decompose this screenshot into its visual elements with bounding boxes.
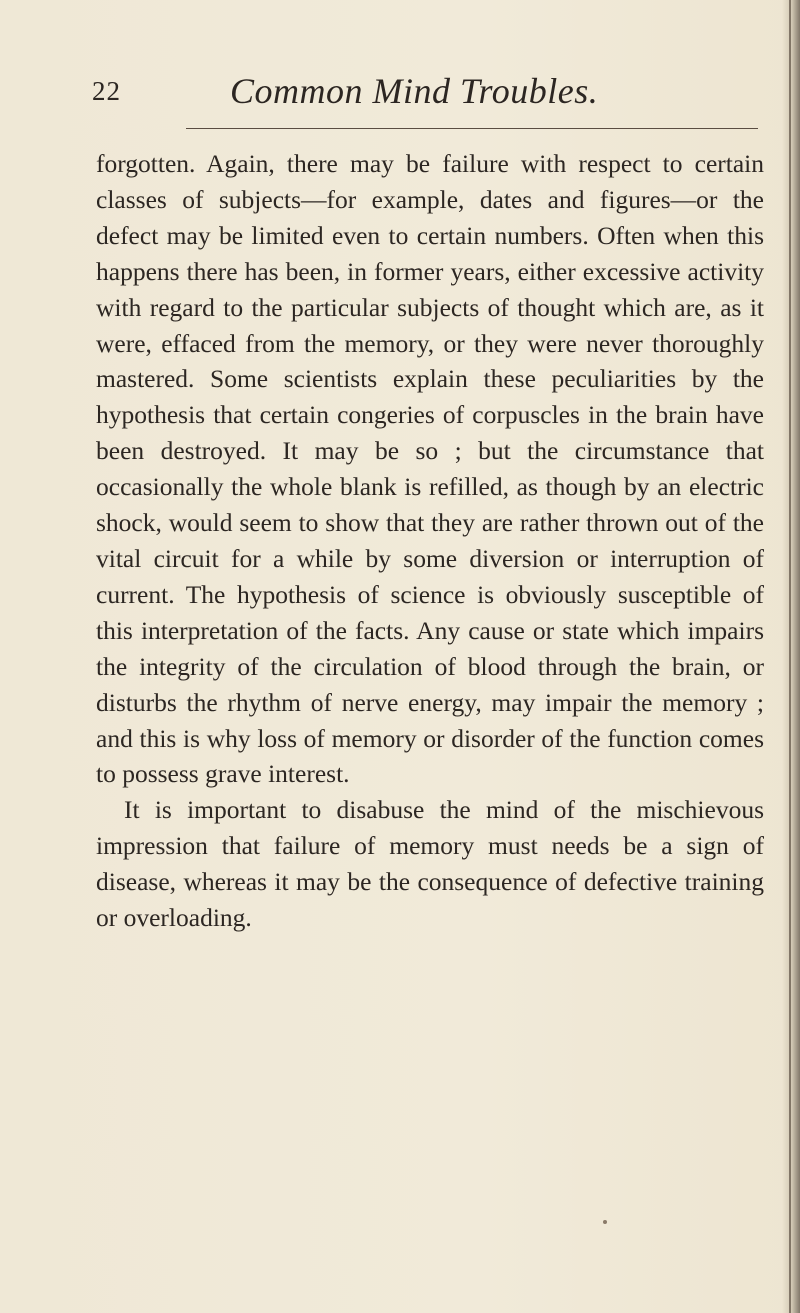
printer-mark <box>603 1220 607 1224</box>
header-rule <box>186 128 758 129</box>
page-gutter-edge <box>789 0 791 1313</box>
page-number: 22 <box>92 76 121 106</box>
page-gutter-shadow <box>782 0 800 1313</box>
body-text <box>96 146 764 936</box>
paragraph: forgotten. Again, there may be failure with respect to certain classes of subjects—for example, dates and figures—or the defect may be limited even to certain numbers. Often when this happens there has been, in former years, either excessive activity with regard to the particular subjects of thought which are, as it were, effaced from the memory, or they were never thoroughly mastered. Some scientists explain these peculiarities by the hypothesis that certain congeries of corpuscles in the brain have been destroyed. It may be so ; but the circumstance that occasionally the whole blank is refilled, as though by an electric shock, would seem to show that they are rather thrown out of the vital circuit for a while by some diversion or interruption of current. The hypothesis of science is obviously susceptible of this interpretation of the facts. Any cause or state which impairs the integrity of the circulation of blood through the brain, or disturbs the rhythm of nerve energy, may impair the memory ; and this is why loss of memory or disorder of the function comes to possess grave interest. <box>96 149 764 789</box>
paragraph: It is important to disabuse the mind of the mischievous impression that failure of memory must needs be a sign of disease, whereas it may be the consequence of defective training or overloading. <box>96 795 764 933</box>
page-header <box>92 70 772 120</box>
running-title: Common Mind Troubles. <box>230 71 599 111</box>
